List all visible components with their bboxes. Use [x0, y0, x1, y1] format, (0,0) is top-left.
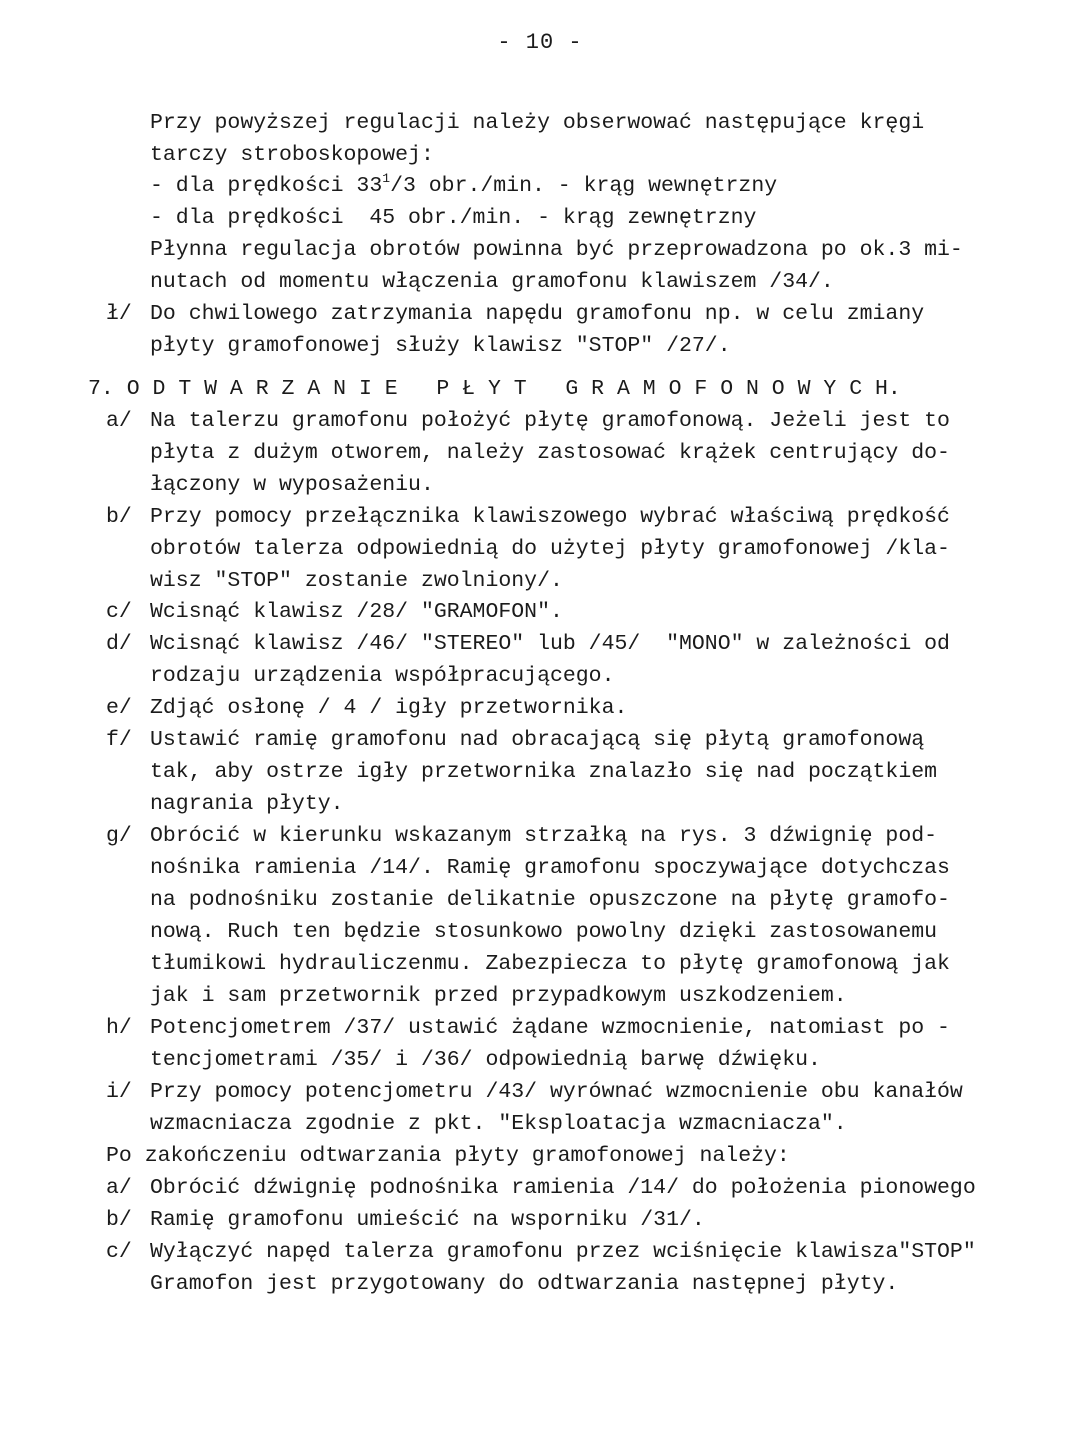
step-g-line-4: nową. Ruch ten będzie stosunkowo powolny dzięki zastosowanemu [150, 920, 938, 944]
step-h-line-1: Potencjometrem /37/ ustawić żądane wzmocnienie, natomiast po - [150, 1016, 950, 1040]
step-g-line-2: nośnika ramienia /14/. Ramię gramofonu spoczywające dotychczas [150, 856, 950, 880]
step-e-marker: e/ [106, 696, 132, 720]
step-i-line-1: Przy pomocy potencjometru /43/ wyrównać wzmocnienie obu kanałów [150, 1080, 963, 1104]
step-b-line-2: obrotów talerza odpowiednią do użytej płyty gramofonowej /kla- [150, 537, 950, 561]
step-f-line-2: tak, aby ostrze igły przetwornika znalazło się nad początkiem [150, 760, 938, 784]
step-a-line-3: łączony w wyposażeniu. [150, 473, 434, 497]
step-c-line-1: Wcisnąć klawisz /28/ "GRAMOFON". [150, 600, 563, 624]
step-a-line-2: płyta z dużym otworem, należy zastosować krążek centrujący do- [150, 441, 950, 465]
after-a-marker: a/ [106, 1176, 132, 1200]
item-l-line-1: Do chwilowego zatrzymania napędu gramofonu np. w celu zmiany [150, 302, 925, 326]
speed-45-line: - dla prędkości 45 obr./min. - krąg zewnętrzny [150, 206, 757, 230]
step-b-line-3: wisz "STOP" zostanie zwolniony/. [150, 569, 563, 593]
step-a-marker: a/ [106, 409, 132, 433]
step-a-line-1: Na talerzu gramofonu położyć płytę gramofonową. Jeżeli jest to [150, 409, 950, 433]
step-f-line-1: Ustawić ramię gramofonu nad obracającą się płytą gramofonową [150, 728, 925, 752]
intro-line-5: Płynna regulacja obrotów powinna być przeprowadzona po ok.3 mi- [150, 238, 963, 262]
step-d-line-2: rodzaju urządzenia współpracującego. [150, 664, 615, 688]
page-number: - 10 - [497, 30, 583, 55]
intro-line-2: tarczy stroboskopowej: [150, 143, 434, 167]
after-c-marker: c/ [106, 1240, 132, 1264]
step-d-line-1: Wcisnąć klawisz /46/ "STEREO" lub /45/ "MONO" w zależności od [150, 632, 950, 656]
after-c-line-2: Gramofon jest przygotowany do odtwarzania następnej płyty. [150, 1272, 899, 1296]
step-i-marker: i/ [106, 1080, 132, 1104]
step-h-marker: h/ [106, 1016, 132, 1040]
after-c-line-1: Wyłączyć napęd talerza gramofonu przez wciśnięcie klawisza"STOP" [150, 1240, 976, 1264]
step-g-line-3: na podnośniku zostanie delikatnie opuszczone na płytę gramofo- [150, 888, 950, 912]
step-b-line-1: Przy pomocy przełącznika klawiszowego wybrać właściwą prędkość [150, 505, 950, 529]
speed-33-post: /3 obr./min. - krąg wewnętrzny [390, 174, 778, 198]
step-c-marker: c/ [106, 600, 132, 624]
intro-line-1: Przy powyższej regulacji należy obserwować następujące kręgi [150, 111, 925, 135]
step-b-marker: b/ [106, 505, 132, 529]
speed-33-pre: - dla prędkości 33 [150, 174, 383, 198]
step-g-line-5: tłumikowi hydrauliczenmu. Zabezpiecza to płytę gramofonową jak [150, 952, 950, 976]
after-intro: Po zakończeniu odtwarzania płyty gramofonowej należy: [106, 1144, 790, 1168]
step-i-line-2: wzmacniacza zgodnie z pkt. "Eksploatacja wzmacniacza". [150, 1112, 847, 1136]
after-b-marker: b/ [106, 1208, 132, 1232]
after-a-line-1: Obrócić dźwignię podnośnika ramienia /14/ do położenia pionowego [150, 1176, 976, 1200]
item-l-line-2: płyty gramofonowej służy klawisz "STOP" /27/. [150, 334, 731, 358]
after-b-line-1: Ramię gramofonu umieścić na wsporniku /31/. [150, 1208, 705, 1232]
speed-33-sup: 1 [382, 171, 391, 186]
item-l-marker: ł/ [106, 302, 132, 326]
step-g-line-6: jak i sam przetwornik przed przypadkowym uszkodzeniem. [150, 984, 847, 1008]
step-h-line-2: tencjometrami /35/ i /36/ odpowiednią barwę dźwięku. [150, 1048, 821, 1072]
step-e-line-1: Zdjąć osłonę / 4 / igły przetwornika. [150, 696, 628, 720]
section-heading: 7. O D T W A R Z A N I E P Ł Y T G R A M O F O N O W Y C H. [88, 377, 901, 401]
step-d-marker: d/ [106, 632, 132, 656]
step-g-marker: g/ [106, 824, 132, 848]
step-g-line-1: Obrócić w kierunku wskazanym strzałką na rys. 3 dźwignię pod- [150, 824, 938, 848]
intro-line-6: nutach od momentu włączenia gramofonu klawiszem /34/. [150, 270, 834, 294]
speed-33-line [150, 171, 777, 201]
step-f-line-3: nagrania płyty. [150, 792, 344, 816]
step-f-marker: f/ [106, 728, 132, 752]
